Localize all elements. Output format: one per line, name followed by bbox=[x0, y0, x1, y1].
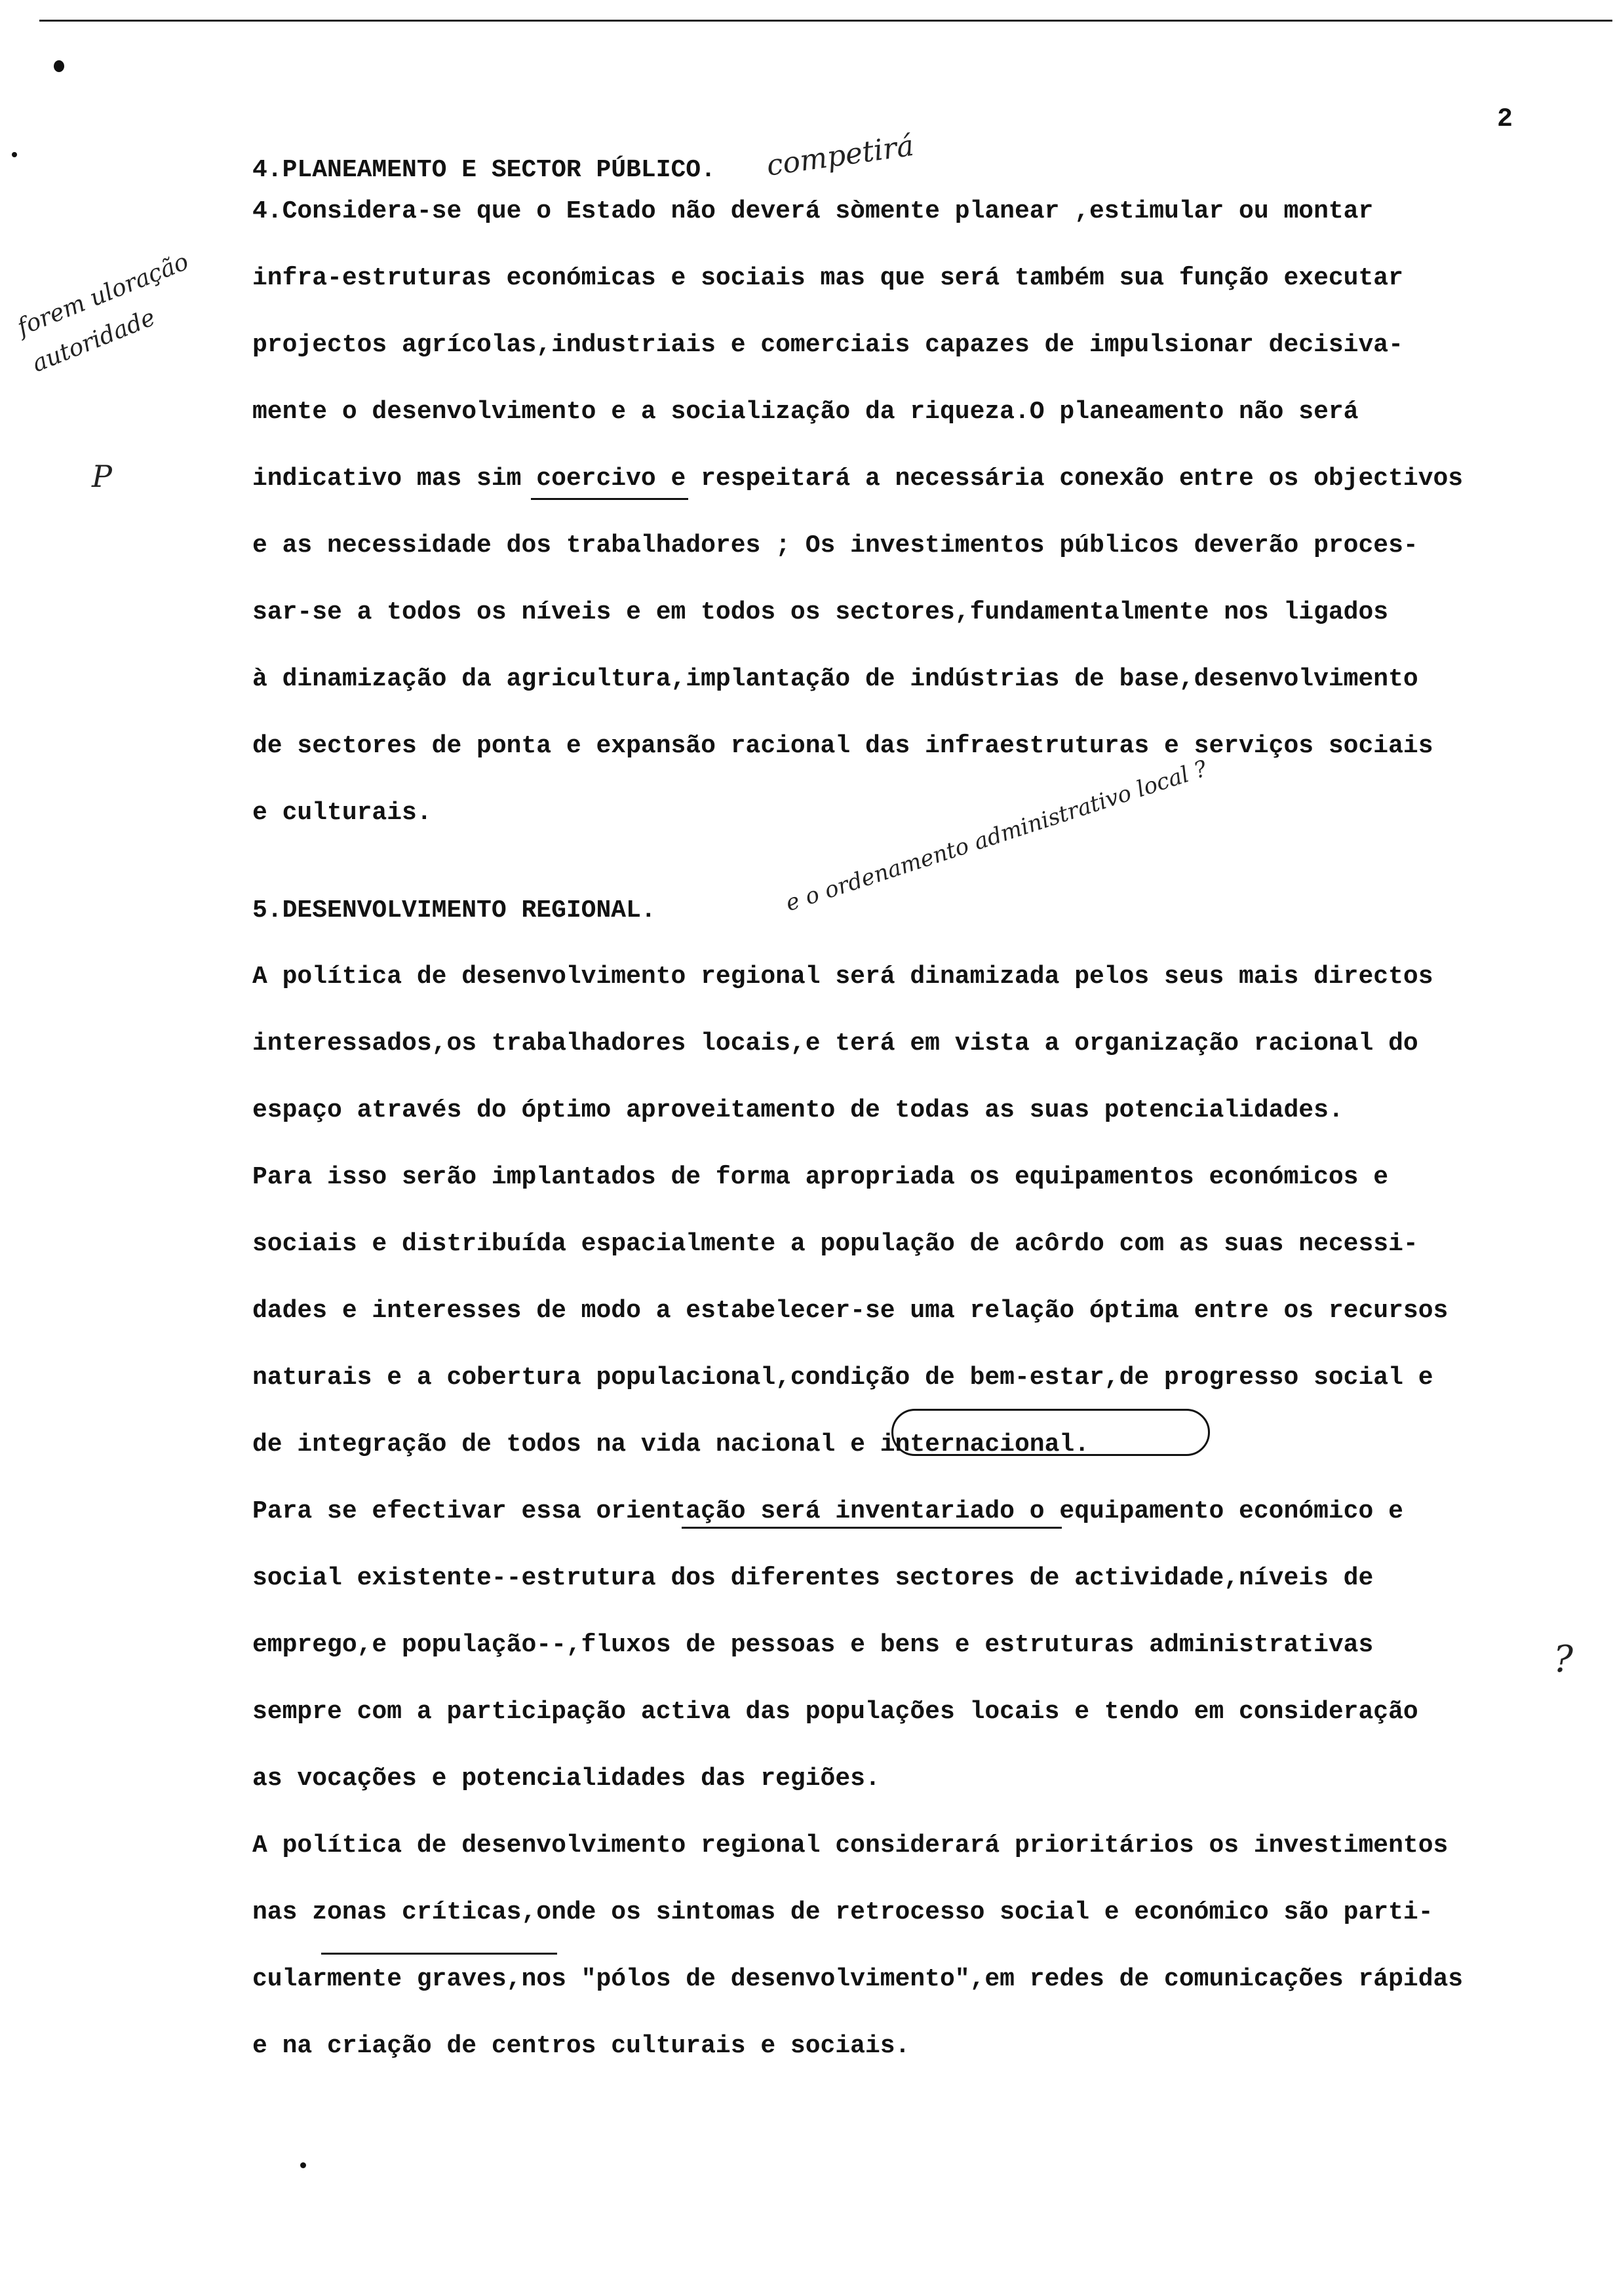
text-line: sar-se a todos os níveis e em todos os sectores,fundamentalmente nos ligados bbox=[252, 598, 1389, 626]
handwritten-competira: competirá bbox=[764, 128, 916, 183]
text-line: sociais e distribuída espacialmente a população de acôrdo com as suas necessi- bbox=[252, 1230, 1418, 1258]
text-line: nas zonas críticas,onde os sintomas de retrocesso social e económico são parti- bbox=[252, 1898, 1433, 1926]
text-line: sempre com a participação activa das populações locais e tendo em consideração bbox=[252, 1698, 1418, 1726]
handwritten-margin-note: forem uloração autoridade bbox=[13, 248, 193, 378]
text-line: 4.Considera-se que o Estado não deverá sòmente planear ,estimular ou montar bbox=[252, 197, 1374, 225]
handwritten-regional-note: e o ordenamento administrativo local ? bbox=[782, 755, 1211, 917]
handwritten-question-mark: ? bbox=[1553, 1638, 1574, 1681]
text-line: à dinamização da agricultura,implantação de indústrias de base,desenvolvimento bbox=[252, 665, 1418, 693]
text-line: Para isso serão implantados de forma apropriada os equipamentos económicos e bbox=[252, 1163, 1389, 1191]
text-line: projectos agrícolas,industriais e comerciais capazes de impulsionar decisiva- bbox=[252, 331, 1403, 359]
text-line: dades e interesses de modo a estabelecer-se uma relação óptima entre os recursos bbox=[252, 1297, 1449, 1325]
underline-zonas-criticas bbox=[321, 1953, 557, 1955]
text-line: A política de desenvolvimento regional considerará prioritários os investimentos bbox=[252, 1831, 1449, 1860]
section-4-body bbox=[252, 178, 1589, 847]
text-line: mente o desenvolvimento e a socialização da riqueza.O planeamento não será bbox=[252, 398, 1359, 426]
text-line: Para se efectivar essa orientação será inventariado o equipamento económico e bbox=[252, 1497, 1403, 1525]
text-line: cularmente graves,nos "pólos de desenvolvimento",em redes de comunicações rápidas bbox=[252, 1965, 1464, 1993]
speck-mark bbox=[12, 152, 17, 157]
text-line: e na criação de centros culturais e sociais. bbox=[252, 2032, 910, 2060]
text-line: de integração de todos na vida nacional e internacional. bbox=[252, 1430, 1090, 1459]
section-4-heading: 4.PLANEAMENTO E SECTOR PÚBLICO. bbox=[252, 156, 716, 184]
text-line: naturais e a cobertura populacional,condição de bem-estar,de progresso social e bbox=[252, 1364, 1433, 1392]
speck-mark bbox=[300, 2162, 306, 2168]
text-line: de sectores de ponta e expansão racional das infraestruturas e serviços sociais bbox=[252, 732, 1433, 760]
text-line: indicativo mas sim coercivo e respeitará a necessária conexão entre os objectivos bbox=[252, 465, 1464, 493]
page-number: 2 bbox=[1497, 105, 1513, 134]
text-line: infra-estruturas económicas e sociais mas que será também sua função executar bbox=[252, 264, 1403, 292]
text-line: espaço através do óptimo aproveitamento de todas as suas potencialidades. bbox=[252, 1096, 1344, 1124]
text-line: e as necessidade dos trabalhadores ; Os investimentos públicos deverão proces- bbox=[252, 531, 1418, 560]
section-5-heading: 5.DESENVOLVIMENTO REGIONAL. bbox=[252, 896, 656, 925]
section-5-body bbox=[252, 944, 1589, 2080]
text-line: as vocações e potencialidades das regiões. bbox=[252, 1765, 880, 1793]
underline-coercivo bbox=[531, 498, 688, 500]
text-line: e culturais. bbox=[252, 799, 432, 827]
circled-internacional bbox=[891, 1409, 1210, 1456]
text-line: emprego,e população--,fluxos de pessoas e bens e estruturas administrativas bbox=[252, 1631, 1374, 1659]
text-line: interessados,os trabalhadores locais,e terá em vista a organização racional do bbox=[252, 1029, 1418, 1058]
handwritten-margin-p: P bbox=[92, 459, 112, 494]
text-line: A política de desenvolvimento regional será dinamizada pelos seus mais directos bbox=[252, 963, 1433, 991]
underline-inventariado bbox=[682, 1527, 1062, 1529]
punch-mark bbox=[54, 60, 64, 72]
top-rule bbox=[39, 20, 1612, 22]
text-line: social existente--estrutura dos diferentes sectores de actividade,níveis de bbox=[252, 1564, 1374, 1592]
